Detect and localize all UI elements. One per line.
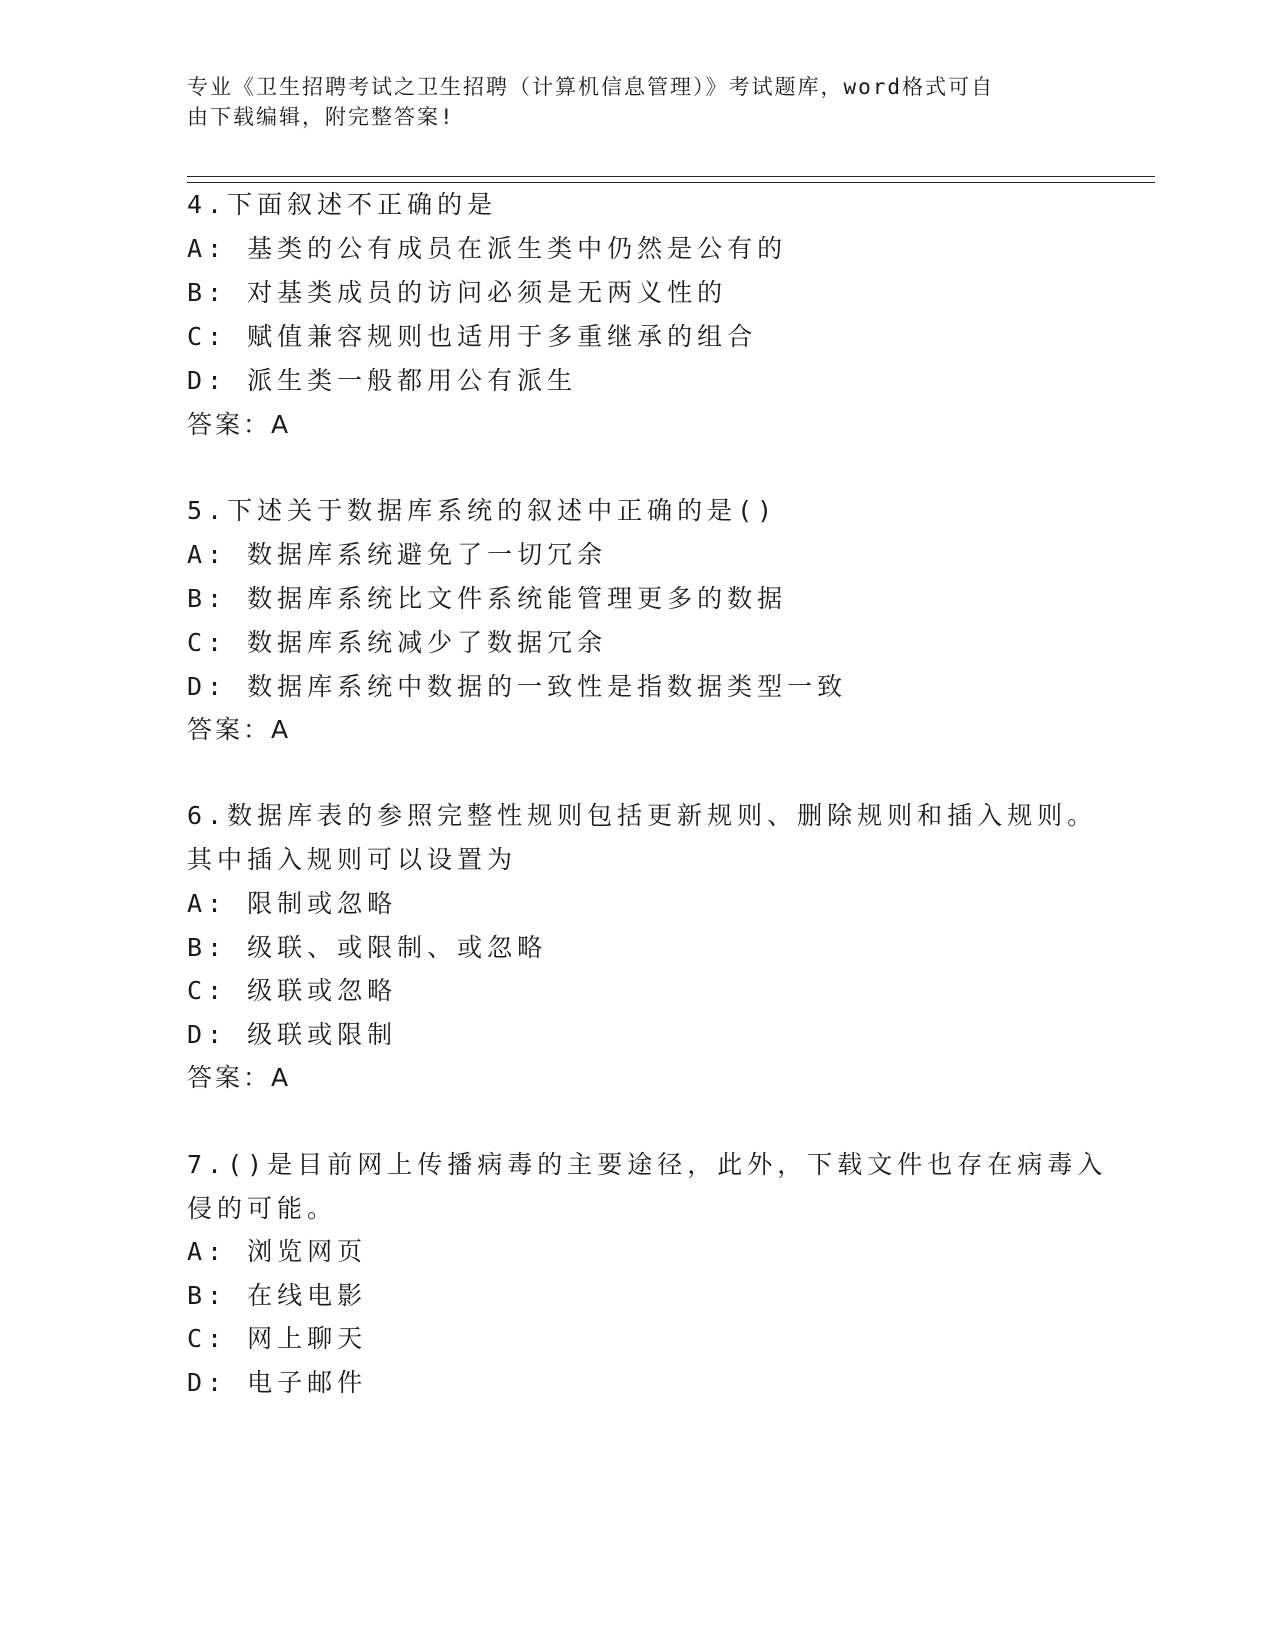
document-intro [187, 72, 1067, 132]
question-7-option-d: D: 电子邮件 [187, 1368, 368, 1397]
question-5-stem: 5.下述关于数据库系统的叙述中正确的是() [187, 496, 778, 525]
question-7-option-a: A: 浏览网页 [187, 1237, 368, 1266]
intro-line-2: 由下载编辑，附完整答案! [187, 105, 455, 129]
question-7-stem-line-1: 7.()是目前网上传播病毒的主要途径，此外，下载文件也存在病毒入 [187, 1150, 1108, 1179]
question-4-option-d: D: 派生类一般都用公有派生 [187, 366, 578, 395]
question-7-stem-line-2: 侵的可能。 [187, 1194, 338, 1223]
question-6-option-d: D: 级联或限制 [187, 1020, 398, 1049]
question-6-stem-line-1: 6.数据库表的参照完整性规则包括更新规则、删除规则和插入规则。 [187, 801, 1098, 830]
question-4-option-a: A: 基类的公有成员在派生类中仍然是公有的 [187, 234, 788, 263]
question-5-answer: 答案：A [187, 715, 292, 744]
question-5-option-d: D: 数据库系统中数据的一致性是指数据类型一致 [187, 672, 848, 701]
header-divider-top [187, 176, 1155, 177]
question-4-option-b: B: 对基类成员的访问必须是无两义性的 [187, 278, 728, 307]
question-5-option-b: B: 数据库系统比文件系统能管理更多的数据 [187, 584, 788, 613]
question-4-answer: 答案：A [187, 410, 292, 439]
intro-line-1: 专业《卫生招聘考试之卫生招聘（计算机信息管理）》考试题库，word格式可自 [187, 75, 995, 99]
question-6-stem-line-2: 其中插入规则可以设置为 [187, 845, 518, 874]
question-5-option-c: C: 数据库系统减少了数据冗余 [187, 628, 608, 657]
question-6-option-c: C: 级联或忽略 [187, 976, 398, 1005]
header-divider-bottom [187, 182, 1155, 183]
question-6-answer: 答案：A [187, 1063, 292, 1092]
question-5-option-a: A: 数据库系统避免了一切冗余 [187, 540, 608, 569]
question-7-option-c: C: 网上聊天 [187, 1324, 368, 1353]
question-7-option-b: B: 在线电影 [187, 1281, 368, 1310]
question-4-stem: 4.下面叙述不正确的是 [187, 190, 498, 219]
question-6-option-b: B: 级联、或限制、或忽略 [187, 933, 548, 962]
question-4-option-c: C: 赋值兼容规则也适用于多重继承的组合 [187, 322, 758, 351]
question-6-option-a: A: 限制或忽略 [187, 889, 398, 918]
